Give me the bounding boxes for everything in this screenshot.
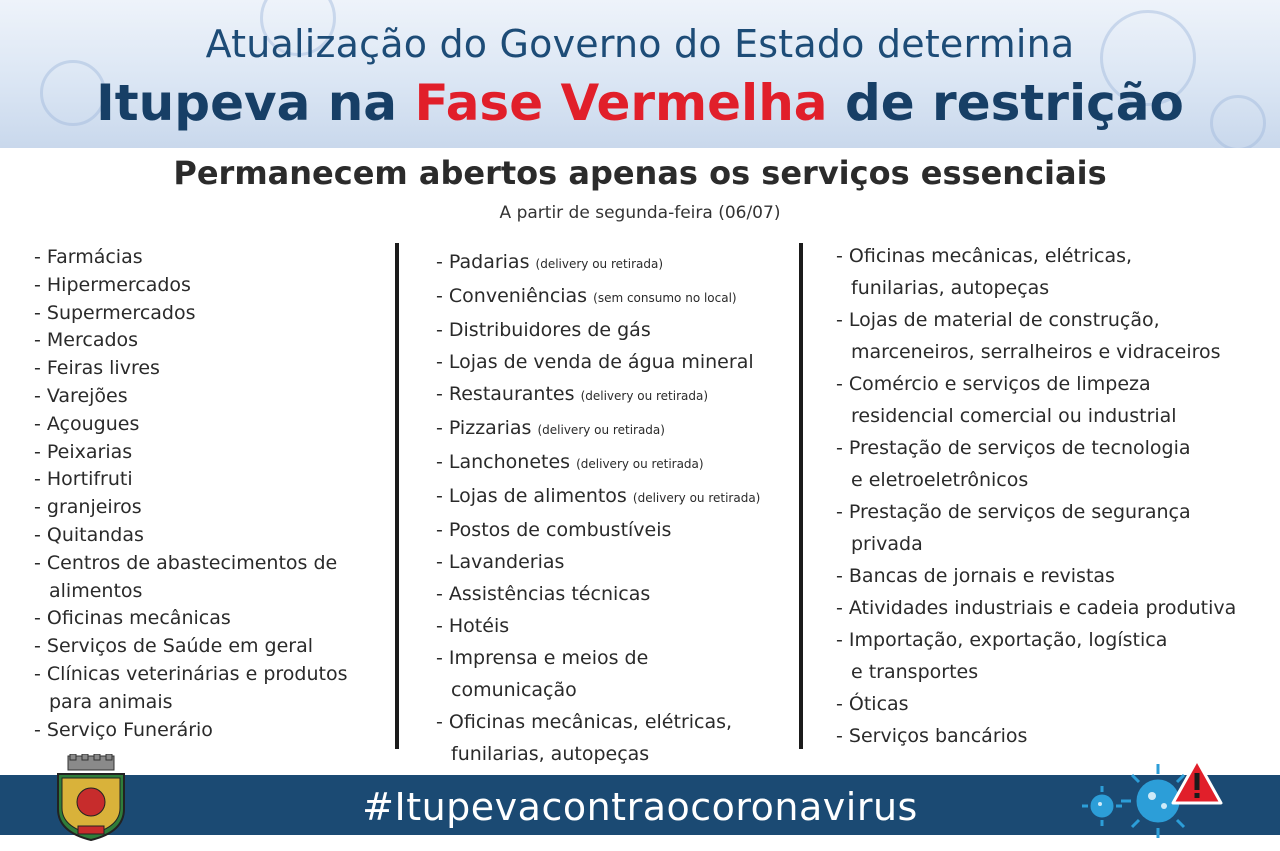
list-item: - Assistências técnicas bbox=[436, 583, 651, 605]
list-item: - Comércio e serviços de limpeza bbox=[836, 373, 1151, 395]
subtitle: Permanecem abertos apenas os serviços essenciais bbox=[173, 154, 1107, 192]
list-item-continuation: para animais bbox=[49, 690, 173, 713]
list-item: - Conveniências (sem consumo no local) bbox=[436, 285, 737, 307]
list-item: - Oficinas mecânicas bbox=[34, 607, 231, 630]
header-title-line1: Atualização do Governo do Estado determina bbox=[205, 22, 1075, 66]
list-item: - Varejões bbox=[34, 384, 128, 407]
list-item-continuation: e eletroeletrônicos bbox=[851, 469, 1029, 491]
list-item: - Atividades industriais e cadeia produtiva bbox=[836, 597, 1237, 619]
list-item: - Hortifruti bbox=[34, 468, 133, 491]
list-item-continuation: funilarias, autopeças bbox=[451, 743, 650, 765]
header-title-line2: Itupeva na Fase Vermelha de restrição bbox=[96, 74, 1184, 132]
list-item: - Oficinas mecânicas, elétricas, bbox=[836, 245, 1133, 267]
item-note: (delivery ou retirada) bbox=[535, 257, 664, 271]
list-item: - Lojas de venda de água mineral bbox=[436, 351, 754, 373]
list-item: - Oficinas mecânicas, elétricas, bbox=[436, 711, 733, 733]
warning-triangle-icon bbox=[1170, 757, 1224, 807]
list-item: - Feiras livres bbox=[34, 357, 160, 380]
list-item: - Centros de abastecimentos de bbox=[34, 551, 338, 574]
services-column-3 bbox=[836, 240, 1256, 752]
list-item: - Importação, exportação, logística bbox=[836, 629, 1168, 651]
list-item-continuation: e transportes bbox=[851, 661, 979, 683]
list-item: - Peixarias bbox=[34, 440, 133, 463]
list-item: - Distribuidores de gás bbox=[436, 319, 651, 341]
list-item: - Imprensa e meios de bbox=[436, 647, 649, 669]
list-item: - Postos de combustíveis bbox=[436, 519, 672, 541]
list-item-continuation: residencial comercial ou industrial bbox=[851, 405, 1177, 427]
list-item: - Bancas de jornais e revistas bbox=[836, 565, 1115, 587]
list-item: - Mercados bbox=[34, 329, 139, 352]
list-item: - Prestação de serviços de tecnologia bbox=[836, 437, 1191, 459]
list-item: - Serviço Funerário bbox=[34, 718, 213, 741]
list-item-continuation: funilarias, autopeças bbox=[851, 277, 1050, 299]
item-note: (delivery ou retirada) bbox=[576, 457, 704, 471]
item-note: (delivery ou retirada) bbox=[537, 423, 665, 437]
list-item: - granjeiros bbox=[34, 496, 142, 519]
list-item: - Lojas de alimentos (delivery ou retirada) bbox=[436, 485, 761, 507]
list-item: - Lojas de material de construção, bbox=[836, 309, 1160, 331]
list-item: - Prestação de serviços de segurança bbox=[836, 501, 1191, 523]
header-banner bbox=[0, 0, 1280, 148]
column-divider bbox=[799, 243, 803, 749]
list-item: - Óticas bbox=[836, 693, 909, 715]
list-item: - Pizzarias (delivery ou retirada) bbox=[436, 417, 665, 439]
list-item-continuation: privada bbox=[851, 533, 923, 555]
list-item: - Hipermercados bbox=[34, 273, 191, 296]
list-item: - Restaurantes (delivery ou retirada) bbox=[436, 383, 709, 405]
column-divider bbox=[395, 243, 399, 749]
list-item: - Clínicas veterinárias e produtos bbox=[34, 662, 348, 685]
services-column-2 bbox=[436, 246, 786, 770]
list-item-continuation: alimentos bbox=[49, 579, 143, 602]
services-column-1 bbox=[34, 244, 389, 744]
list-item: - Açougues bbox=[34, 412, 140, 435]
item-note: (delivery ou retirada) bbox=[580, 389, 709, 403]
city-crest-icon bbox=[48, 754, 134, 842]
item-note: (delivery ou retirada) bbox=[632, 491, 761, 505]
list-item-continuation: comunicação bbox=[451, 679, 577, 701]
list-item: - Supermercados bbox=[34, 301, 196, 324]
list-item: - Serviços bancários bbox=[836, 725, 1028, 747]
list-item-continuation: marceneiros, serralheiros e vidraceiros bbox=[851, 341, 1221, 363]
item-note: (sem consumo no local) bbox=[593, 291, 737, 305]
list-item: - Farmácias bbox=[34, 246, 143, 268]
date-note: A partir de segunda-feira (06/07) bbox=[499, 203, 781, 223]
list-item: - Padarias (delivery ou retirada) bbox=[436, 251, 664, 273]
campaign-hashtag: #Itupevacontraocoronavirus bbox=[362, 785, 918, 829]
list-item: - Quitandas bbox=[34, 523, 144, 546]
list-item: - Hotéis bbox=[436, 615, 510, 637]
list-item: - Lavanderias bbox=[436, 551, 565, 573]
phase-highlight: Fase Vermelha bbox=[414, 74, 828, 132]
list-item: - Serviços de Saúde em geral bbox=[34, 635, 314, 658]
list-item: - Lanchonetes (delivery ou retirada) bbox=[436, 451, 704, 473]
